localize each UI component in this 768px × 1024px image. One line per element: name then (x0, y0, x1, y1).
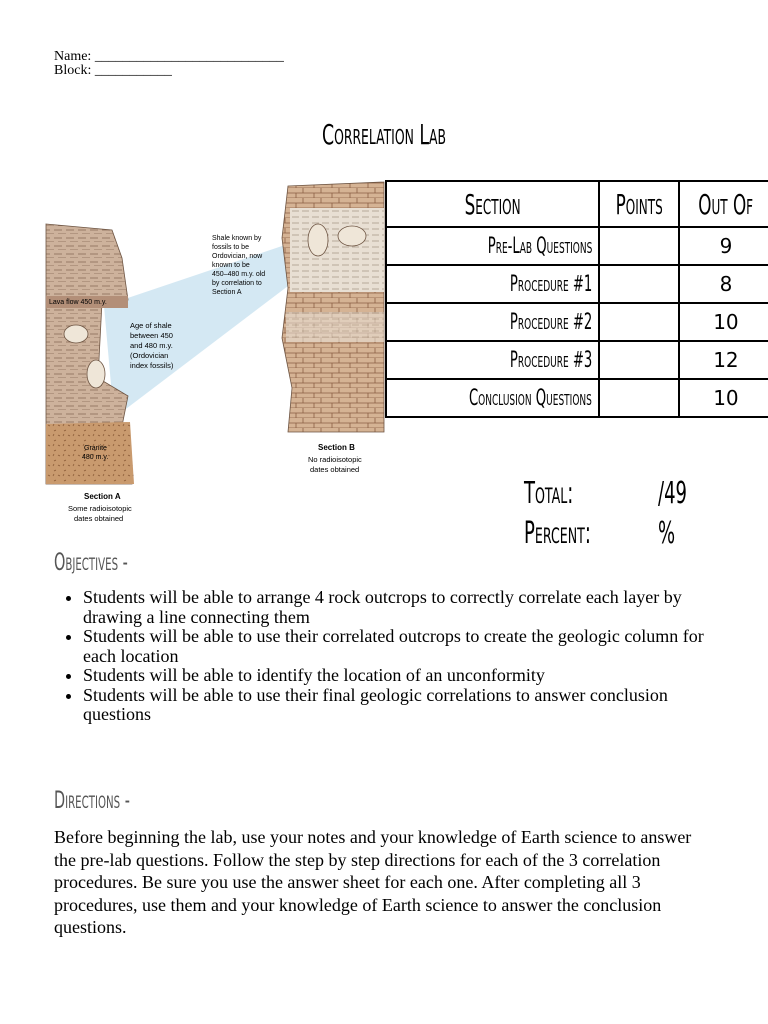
fossil-icon (64, 325, 88, 343)
percent-value: % (658, 516, 676, 551)
row-section-label: Procedure #3 (386, 341, 599, 379)
svg-text:and 480 m.y.: and 480 m.y. (130, 341, 173, 350)
section-b-title: Section B (318, 443, 355, 452)
fossil-icon (338, 226, 366, 246)
list-item: • Students will be able to identify the location of an unconformity (83, 666, 733, 686)
total-label: Total: (524, 476, 574, 511)
header-section: Section (386, 181, 599, 227)
table-row (386, 265, 768, 303)
svg-text:(Ordovician: (Ordovician (130, 351, 169, 360)
row-points-cell[interactable] (599, 265, 679, 303)
svg-text:by correlation to: by correlation to (212, 280, 262, 287)
section-a-note-2: dates obtained (74, 514, 124, 523)
svg-text:Shale known by: Shale known by (212, 235, 262, 242)
row-out-of-value: 8 (679, 265, 768, 303)
table-row (386, 341, 768, 379)
svg-text:index fossils): index fossils) (130, 361, 174, 370)
page-title: Correlation Lab (321, 118, 447, 151)
objectives-heading: Objectives - (54, 548, 128, 576)
table-row (386, 379, 768, 417)
header-points: Points (599, 181, 679, 227)
svg-text:between 450: between 450 (130, 331, 173, 340)
objectives-list (54, 588, 733, 725)
list-item: • Students will be able to use their final geologic correlations to answer conclusion questions (83, 686, 733, 725)
row-section-label: Pre-Lab Questions (386, 227, 599, 265)
row-section-label: Procedure #1 (386, 265, 599, 303)
list-item: • Students will be able to use their correlated outcrops to create the geologic column for each location (83, 627, 733, 666)
section-b-note: No radioisotopic (308, 455, 362, 464)
granite-age-label: 480 m.y. (82, 454, 109, 461)
header-out-of: Out Of (679, 181, 768, 227)
section-b-note-2: dates obtained (310, 465, 360, 474)
trilobite-icon (308, 224, 328, 256)
svg-text:Ordovician, now: Ordovician, now (212, 253, 263, 260)
row-points-cell[interactable] (599, 379, 679, 417)
directions-heading: Directions - (54, 786, 130, 814)
svg-text:450–480 m.y. old: 450–480 m.y. old (212, 271, 266, 278)
table-row (386, 227, 768, 265)
section-a-title: Section A (84, 492, 121, 501)
row-out-of-value: 9 (679, 227, 768, 265)
row-section-label: Conclusion Questions (386, 379, 599, 417)
svg-text:fossils to be: fossils to be (212, 244, 249, 251)
row-out-of-value: 12 (679, 341, 768, 379)
row-points-cell[interactable] (599, 303, 679, 341)
svg-text:Age of shale: Age of shale (130, 321, 172, 330)
svg-text:known to be: known to be (212, 262, 250, 269)
granite-label: Granite (84, 445, 107, 452)
directions-text: Before beginning the lab, use your notes and your knowledge of Earth science to answer the pre-lab questions. Follow the step by step directions for each of the 3 correlation procedures. Be sure you use the answer sheet for each one. After completing all 3 procedures, use them and your knowledge of Earth science to answer the conclusion questions. (54, 827, 692, 937)
row-points-cell[interactable] (599, 227, 679, 265)
table-row (386, 303, 768, 341)
correlation-figure (42, 178, 386, 530)
row-points-cell[interactable] (599, 341, 679, 379)
name-field-label: Name: ___________________________ (54, 49, 284, 64)
trilobite-icon (87, 360, 105, 388)
shale-layer-b (290, 208, 384, 292)
block-field-label: Block: ___________ (54, 63, 172, 78)
lava-flow-label: Lava flow 450 m.y. (49, 299, 107, 306)
score-table-header (386, 181, 768, 227)
row-out-of-value: 10 (679, 303, 768, 341)
percent-label: Percent: (524, 516, 591, 551)
shale-age-callout (130, 321, 174, 370)
row-out-of-value: 10 (679, 379, 768, 417)
row-section-label: Procedure #2 (386, 303, 599, 341)
granite-layer (46, 422, 134, 484)
svg-text:Section A: Section A (212, 289, 242, 296)
section-a-note: Some radioisotopic (68, 504, 132, 513)
total-value: /49 (658, 476, 687, 511)
list-item: • Students will be able to arrange 4 rock outcrops to correctly correlate each layer by drawing a line connecting them (83, 588, 733, 627)
score-table (385, 180, 768, 418)
